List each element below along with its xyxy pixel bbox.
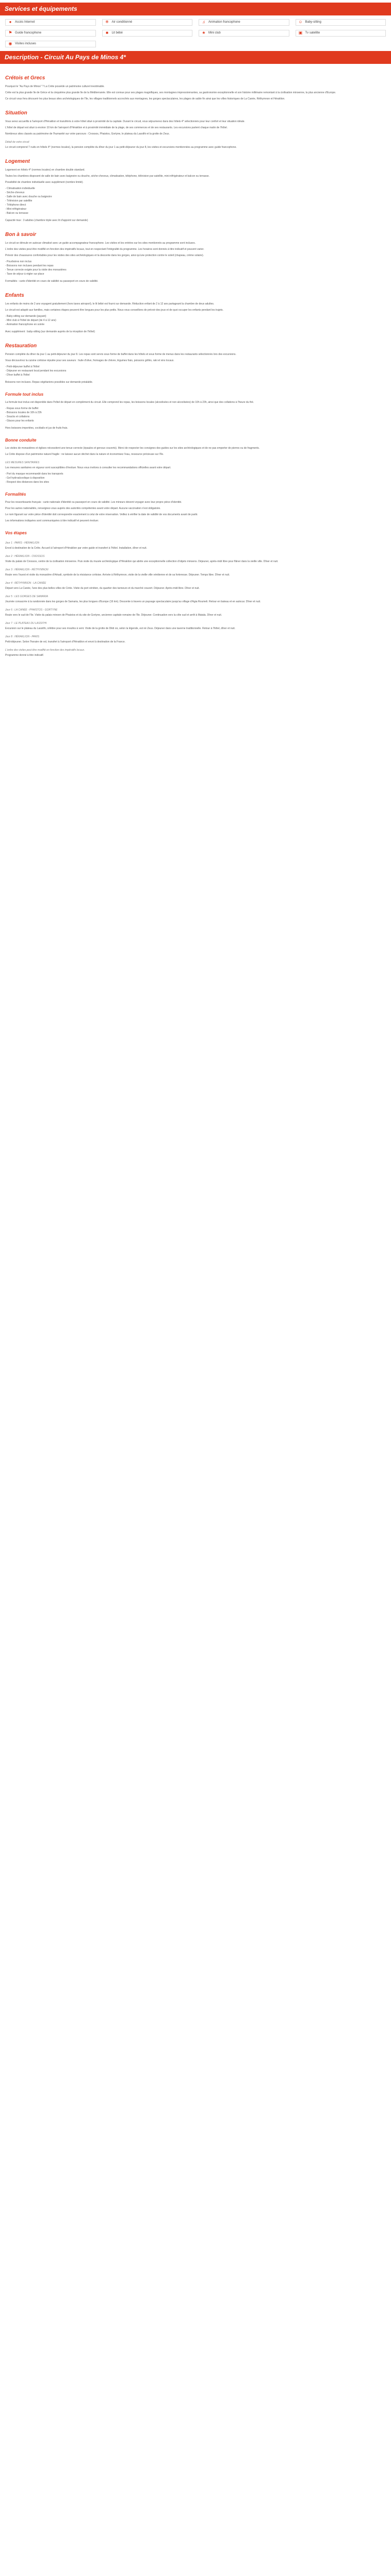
paragraph: Toutes les chambres disposent de salle de bain avec baignoire ou douche, sèche-cheveux, climatisation, téléphone, télévision par satellite, mini-réfrigérateur et balcon ou terrasse. — [5, 175, 210, 178]
paragraph: Formalités : carte d'identité en cours de validité ou passeport en cours de validité. — [5, 280, 99, 283]
paragraph: Capacité max : 3 adultes (chambre triple avec lit d'appoint sur demande) — [5, 219, 88, 223]
list-item: - Déjeuner en restaurant local pendant les excursions — [5, 369, 67, 373]
section-title-formalites: Formalités — [5, 492, 26, 497]
list-item: - Port du masque recommandé dans les transports — [5, 472, 63, 476]
list-item: - Boissons non incluses pendant les repas — [5, 264, 54, 268]
paragraph: Les mesures sanitaires en vigueur sont susceptibles d'évoluer. Nous vous invitons à consulter les recommandations officielles avant votre départ. — [5, 466, 171, 469]
service-label: Lit bébé — [111, 31, 123, 35]
description-banner: Description - Circuit Au Pays de Minos 4* — [0, 51, 391, 64]
paragraph: Ce circuit vous fera découvrir les plus beaux sites archéologiques de l'île, les villages traditionnels accrochés aux montagnes, les gorges spectaculaires, les plages de sable fin ainsi que les villes historiques de La Canée, Réthymnon et Héraklion. — [5, 97, 285, 101]
service-item — [5, 19, 96, 26]
list-item: - Climatisation individuelle — [5, 187, 35, 191]
service-item — [199, 19, 289, 26]
list-item: - Pourboires non inclus — [5, 260, 32, 264]
paragraph: Les visites de monastères et églises nécessitent une tenue correcte (épaules et genoux couverts). Merci de respecter les consignes des guides sur les sites archéologiques et de ne pas emporter de pierres ou de fragments. — [5, 446, 260, 450]
list-item: - Tenue correcte exigée pour la visite des monastères — [5, 268, 67, 272]
service-label: Accès Internet — [15, 20, 35, 24]
list-item: - Glaces pour les enfants — [5, 419, 34, 423]
list-item: - Salle de bain avec douche ou baignoire — [5, 195, 52, 199]
list-item: - Téléphone direct — [5, 204, 26, 207]
paragraph: Nombreux sites classés au patrimoine de l'humanité sur votre parcours : Cnossos, Phaistos, Gortyne, le plateau du Lassithi et la grotte de Zeus. — [5, 132, 170, 136]
description-content — [0, 64, 391, 669]
paragraph: Possibilité de chambre individuelle avec supplément (nombre limité). — [5, 181, 84, 184]
day-text: Départ vers La Canée, l'une des plus belles villes de Crète. Visite du port vénitien, du quartier des tanneurs et du marché couvert. Déjeuner. Après-midi libre. Dîner et nuit. — [5, 586, 200, 590]
wifi-icon: ● — [9, 20, 12, 25]
list-item: - Baby-sitting sur demande (payant) — [5, 315, 46, 318]
eye-icon: ◉ — [8, 41, 12, 46]
tv-icon: ▣ — [298, 30, 303, 36]
list-item: - Petit-déjeuner buffet à l'hôtel — [5, 365, 40, 369]
paragraph: La Crète dispose d'un patrimoine naturel fragile : ne laissez aucun déchet dans la nature et économisez l'eau, ressource précieuse sur l'île. — [5, 452, 164, 456]
paragraph: Hors boissons importées, cocktails et jus de fruits frais. — [5, 427, 68, 430]
section-title-situation: Situation — [5, 110, 27, 116]
paragraph: Vous serez accueillis à l'aéroport d'Héraklion et transférés à votre hôtel situé à proximité de la capitale. Durant le circuit, vous séjournerez dans des hôtels 4* sélectionnés pour leur confort et leur situation idéale. — [5, 120, 245, 124]
service-label: Baby-sitting — [305, 20, 321, 24]
paragraph: Le nom figurant sur votre pièce d'identité doit correspondre exactement à celui de votre réservation. Veillez à vérifier la date de validité de vos documents avant de partir. — [5, 513, 198, 516]
service-item — [102, 30, 193, 37]
day-text: Petit-déjeuner. Selon l'horaire de vol, transfert à l'aéroport d'Héraklion et envol à destination de la France. — [5, 640, 125, 643]
section-title-etapes: Vos étapes — [5, 530, 27, 535]
snowflake-icon: ❄ — [105, 20, 109, 25]
paragraph: Prévoir des chaussures confortables pour les visites des sites archéologiques et la descente dans les gorges, ainsi qu'une protection contre le soleil (chapeau, crème solaire). — [5, 254, 204, 258]
paragraph: Pour les autres nationalités, renseignez-vous auprès des autorités compétentes avant votre départ. Aucune vaccination n'est obligatoire. — [5, 506, 161, 510]
paragraph: Le circuit se déroule en autocar climatisé avec un guide accompagnateur francophone. Les visites et les entrées sur les sites mentionnés au programme sont incluses. — [5, 242, 196, 245]
section-title-logement: Logement — [5, 159, 30, 165]
list-item: - Balcon ou terrasse — [5, 212, 28, 215]
paragraph: Crète est la plus grande île de Grèce et la cinquième plus grande île de la Méditerranée. Elle est connue pour ses plages magnifiques, ses montagnes impressionnantes, sa gastronomie exceptionnelle et son histoire millénaire remontant à la civilisation minoenne, la plus ancienne d'Europe. — [5, 91, 336, 95]
section-title-enfants: Enfants — [5, 293, 24, 299]
service-item — [296, 30, 386, 37]
day-title: Jour 4 : RÉTHYMNON - LA CANÉE — [5, 581, 46, 585]
paragraph: Avec supplément : baby-sitting (sur demande auprès de la réception de l'hôtel) — [5, 330, 95, 334]
music-icon: ♫ — [202, 20, 205, 25]
paragraph: Boissons non incluses. Repas végétariens possibles sur demande préalable. — [5, 381, 93, 384]
service-label: Mini club — [208, 31, 221, 35]
guide-icon: ⚑ — [8, 30, 12, 36]
service-label: Tv satellite — [305, 31, 320, 35]
section-title-intro: Crétois et Grecs — [5, 75, 45, 81]
day-title: Jour 6 : LA CANÉE - PHAISTOS - GORTYNE — [5, 608, 58, 612]
closing-note: Programme donné à titre indicatif. — [5, 653, 44, 657]
enfants-list — [5, 314, 386, 327]
list-item: - Repas sous forme de buffet — [5, 407, 39, 411]
list-item: - Mini-réfrigérateur — [5, 208, 27, 211]
restauration-list — [5, 365, 386, 377]
paragraph: Logement en hôtels 4* (normes locales) en chambre double standard. — [5, 168, 85, 172]
day-text: Visite du palais de Cnossos, centre de la civilisation minoenne. Puis visite du musée archéologique d'Héraklion qui abrite une exceptionnelle collection d'objets minoens. Déjeuner, après-midi libre pour flâner dans la vieille ville. Dîner et nuit. — [5, 560, 279, 563]
services-grid — [0, 15, 391, 51]
day-title: Jour 7 : LE PLATEAU DU LASSITHI — [5, 621, 47, 625]
list-item: - Respect des distances dans les sites — [5, 480, 50, 484]
paragraph: L'ordre des visites peut être modifié en fonction des impératifs locaux, tout en respectant l'intégralité du programme. Les horaires sont donnés à titre indicatif et peuvent varier. — [5, 248, 204, 251]
section-title-restauration: Restauration — [5, 343, 37, 349]
kids-icon: ★ — [202, 30, 206, 36]
service-label: Guide francophone — [15, 31, 42, 35]
paragraph: Pension complète du dîner du jour 1 au petit-déjeuner du jour 8. Les repas sont servis sous forme de buffet dans les hôtels et sous forme de menus dans les restaurants sélectionnés lors des excursions. — [5, 353, 236, 357]
service-item — [5, 41, 96, 47]
day-text: Envol à destination de la Crète. Accueil à l'aéroport d'Héraklion par votre guide et transfert à l'hôtel. Installation, dîner et nuit. — [5, 546, 147, 550]
list-item: - Boissons locales de 10h à 23h — [5, 411, 42, 415]
day-text: Journée consacrée à la randonnée dans les gorges de Samaria, les plus longues d'Europe (16 km). Descente à travers un paysage spectaculaire jusqu'au village d'Agia Roumeli. Retour en bateau et en autocar. Dîner et nuit. — [5, 600, 261, 603]
crib-icon: ■ — [106, 30, 108, 36]
service-label: Air conditionné — [111, 20, 133, 24]
day-text: Route vers le sud de l'île. Visite du palais minoen de Phaistos et du site de Gortyne, ancienne capitale romaine de l'île. Déjeuner. Continuation vers la côte sud et arrêt à Matala. Dîner et nuit. — [5, 613, 222, 617]
day-title: Jour 1 : PARIS - HÉRAKLION — [5, 541, 40, 545]
day-title: Jour 2 : HÉRAKLION - CNOSSOS — [5, 554, 45, 558]
paragraph: L'hôtel de départ est situé à environ 10 km de l'aéroport d'Héraklion et à proximité immédiate de la plage, de ses commerces et de ses restaurants. Les excursions partent chaque matin de l'hôtel. — [5, 126, 227, 130]
list-item: - Animation francophone en soirée — [5, 323, 45, 327]
day-text: Route vers l'ouest et visite du monastère d'Arkadi, symbole de la résistance crétoise. Arrivée à Réthymnon, visite de la vieille ville vénitienne et de sa forteresse. Déjeuner. Temps libre. Dîner et nuit. — [5, 573, 230, 577]
paragraph: Le circuit comprend 7 nuits en hôtels 4* (normes locales), la pension complète du dîner du jour 1 au petit-déjeuner du jour 8, les visites et excursions mentionnées au programme avec guide francophone. — [5, 146, 237, 149]
section-title-bon-a-savoir: Bon à savoir — [5, 232, 37, 238]
paragraph: Les enfants de moins de 2 ans voyagent gratuitement (hors taxes aéroport), le lit bébé est fourni sur demande. Réduction enfant de 2 à 12 ans partageant la chambre de deux adultes. — [5, 302, 215, 306]
list-item: - Snacks et collations — [5, 415, 30, 419]
service-item — [199, 30, 289, 37]
list-item: - Télévision par satellite — [5, 199, 32, 203]
day-title: Jour 5 : LES GORGES DE SAMARIA — [5, 595, 48, 598]
service-item — [296, 19, 386, 26]
section-title-conduite: Bonne conduite — [5, 438, 37, 443]
service-label: Visites incluses — [15, 42, 36, 45]
list-item: - Gel hydroalcoolique à disposition — [5, 476, 45, 480]
paragraph: Pour les ressortissants français : carte nationale d'identité ou passeport en cours de validité. Les mineurs doivent voyager avec leur propre pièce d'identité. — [5, 500, 182, 504]
list-item: - Mini club à l'hôtel de départ (de 4 à 12 ans) — [5, 319, 56, 323]
paragraph: Pourquoi le "Au Pays de Minos" ? La Crète possède un patrimoine culturel inestimable. — [5, 85, 105, 89]
closing-label: L'ordre des visites peut être modifié en fonction des impératifs locaux. — [5, 648, 85, 652]
list-item: - Dîner buffet à l'hôtel — [5, 374, 30, 377]
logement-list — [5, 187, 386, 215]
day-title: Jour 3 : HÉRAKLION - RÉTHYMNON — [5, 568, 48, 571]
consignes-list — [5, 472, 386, 484]
formule-list — [5, 406, 386, 423]
paragraph: La formule tout inclus est disponible dans l'hôtel de départ en complément du circuit. Elle comprend les repas, les boissons locales (alcoolisées et non alcoolisées) de 10h à 23h, ainsi que des collations à l'heure du thé. — [5, 401, 254, 404]
list-item: - Taxe de séjour à régler sur place — [5, 273, 44, 276]
list-item: - Sèche-cheveux — [5, 191, 25, 195]
consignes-label: LES MESURES SANITAIRES — [5, 461, 40, 464]
detail-label: Détail de votre circuit — [5, 141, 29, 144]
services-banner: Services et équipements — [0, 3, 391, 15]
page — [0, 0, 391, 670]
service-item — [5, 30, 96, 37]
service-label: Animation francophone — [208, 20, 240, 24]
baby-icon: ☺ — [298, 20, 303, 25]
paragraph: Les informations indiquées sont communiquées à titre indicatif et peuvent évoluer. — [5, 519, 99, 522]
day-title: Jour 8 : HÉRAKLION - PARIS — [5, 635, 40, 638]
bon-list — [5, 260, 386, 276]
section-title-formule: Formule tout inclus — [5, 392, 44, 397]
service-item — [102, 19, 193, 26]
day-text: Excursion sur le plateau du Lassithi, célèbre pour ses moulins à vent. Visite de la grotte de Dikti où, selon la légende, est né Zeus. Déjeuner dans une taverne traditionnelle. Retour à l'hôtel, dîner et nuit. — [5, 626, 236, 630]
paragraph: Vous découvrirez la cuisine crétoise réputée pour ses saveurs : huile d'olive, fromages de chèvre, légumes frais, poissons grillés, raki et vins locaux. — [5, 359, 174, 363]
paragraph: Le circuit est adapté aux familles, mais certaines étapes peuvent être longues pour les plus petits. Nous vous conseillons de prévoir des jeux et de quoi occuper les enfants pendant les trajets. — [5, 309, 224, 312]
